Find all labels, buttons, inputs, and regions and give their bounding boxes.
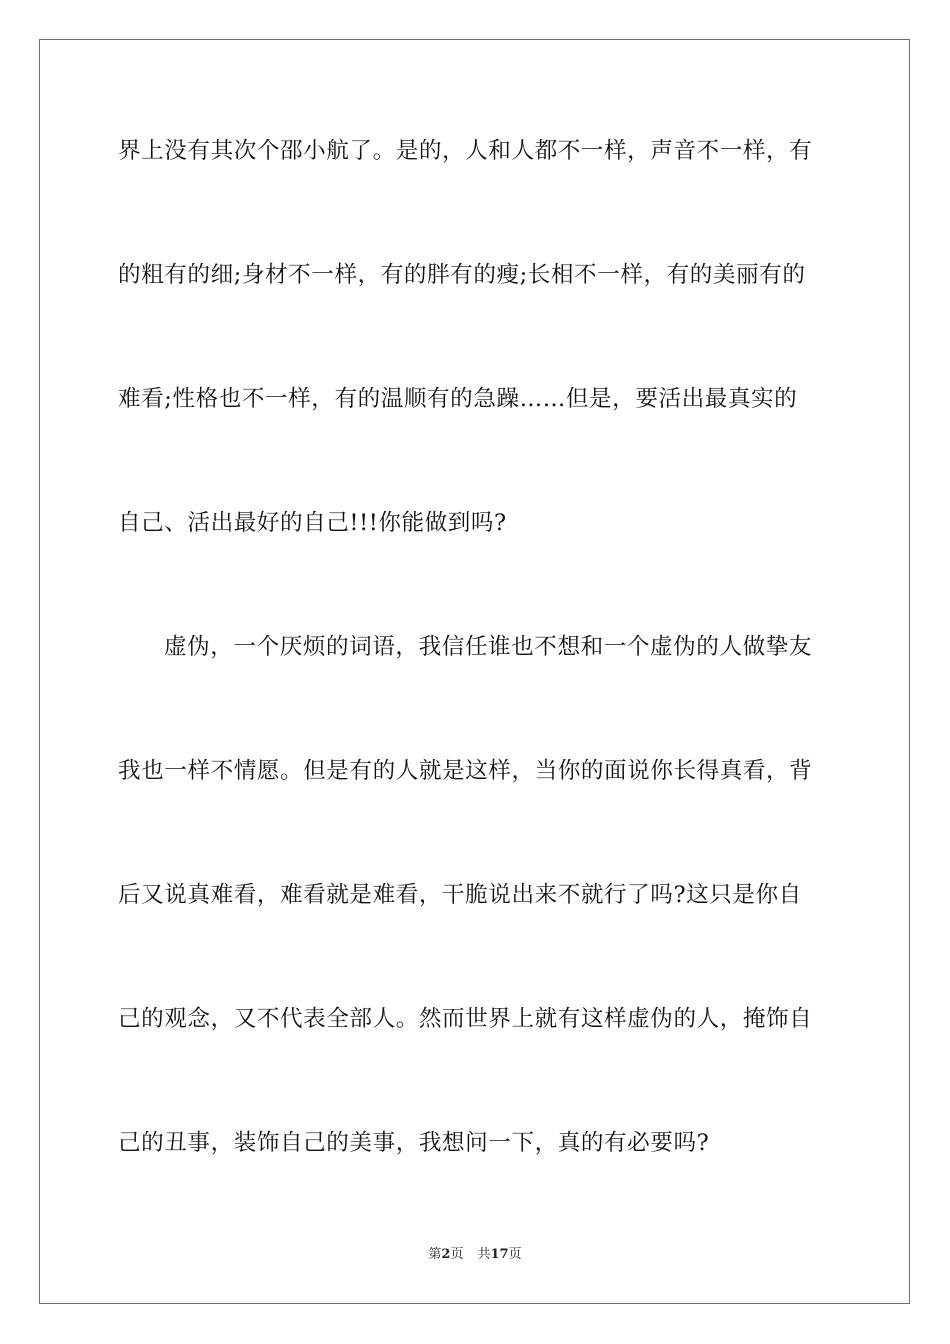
paragraph-line: 的粗有的细;身材不一样，有的胖有的瘦;长相不一样，有的美丽有的: [118, 262, 806, 288]
paragraph-line: 自己、活出最好的自己!!!你能做到吗?: [118, 510, 507, 536]
total-prefix: 共: [477, 1247, 491, 1262]
page-total: 17: [490, 1247, 509, 1262]
paragraph-line: 我也一样不情愿。但是有的人就是这样，当你的面说你长得真看，背: [118, 758, 813, 784]
page-footer: [0, 1246, 950, 1264]
page-border: [39, 39, 910, 1304]
paragraph-line: 虚伪，一个厌烦的词语，我信任谁也不想和一个虚伪的人做挚友: [164, 634, 813, 660]
paragraph-line: 己的观念，又不代表全部人。然而世界上就有这样虚伪的人，掩饰自: [118, 1006, 813, 1032]
paragraph-line: 后又说真难看，难看就是难看，干脆说出来不就行了吗?这只是你自: [118, 882, 802, 908]
paragraph-line: 难看;性格也不一样，有的温顺有的急躁……但是，要活出最真实的: [118, 386, 798, 412]
paragraph-line: 己的丑事，装饰自己的美事，我想问一下，真的有必要吗?: [118, 1130, 710, 1156]
page-prefix: 第: [428, 1247, 442, 1262]
page-suffix: 页: [450, 1247, 464, 1262]
paragraph-line: 界上没有其次个邵小航了。是的，人和人都不一样，声音不一样，有: [118, 138, 813, 164]
page-current: 2: [441, 1247, 451, 1262]
total-suffix: 页: [508, 1247, 522, 1262]
